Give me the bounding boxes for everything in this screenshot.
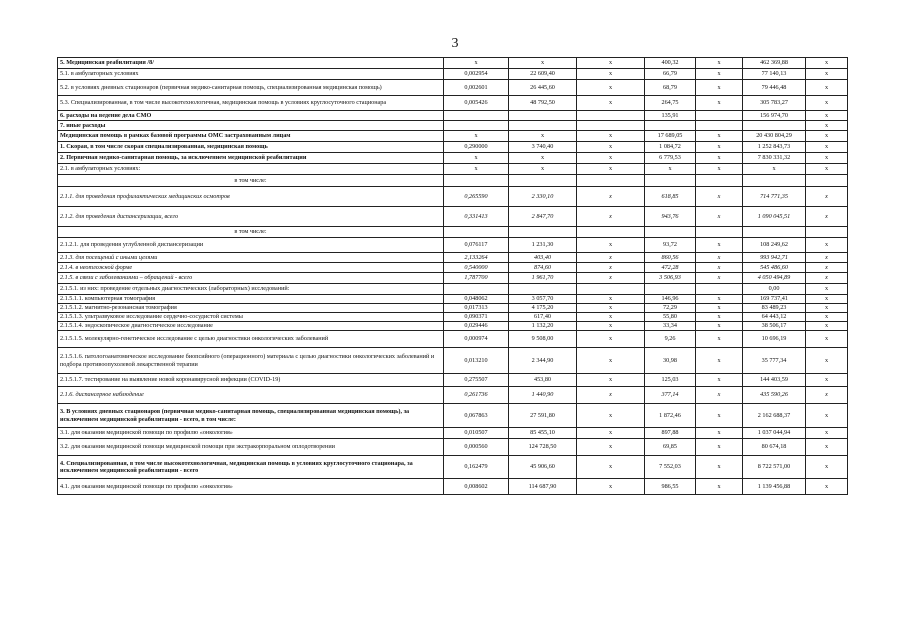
- value-cell: 4 175,20: [509, 304, 577, 313]
- value-cell: x: [806, 80, 848, 96]
- value-cell: x: [509, 164, 577, 175]
- value-cell: 2 344,90: [509, 348, 577, 374]
- value-cell: 8 722 571,00: [743, 456, 806, 479]
- value-cell: x: [696, 253, 743, 263]
- row-label-cell: 6. расходы на ведение дела СМО: [58, 111, 444, 121]
- value-cell: 146,96: [645, 295, 696, 304]
- row-label-cell: 2.1.2. для проведения диспансеризации, всего: [58, 207, 444, 227]
- value-cell: 35 777,34: [743, 348, 806, 374]
- value-cell: x: [806, 273, 848, 284]
- value-cell: x: [806, 331, 848, 348]
- value-cell: x: [696, 69, 743, 80]
- value-cell: x: [806, 131, 848, 142]
- value-cell: x: [577, 313, 645, 322]
- value-cell: 0,000974: [444, 331, 509, 348]
- value-cell: x: [696, 456, 743, 479]
- value-cell: [806, 227, 848, 238]
- value-cell: x: [806, 348, 848, 374]
- value-cell: 874,60: [509, 263, 577, 273]
- value-cell: x: [806, 263, 848, 273]
- value-cell: x: [696, 273, 743, 284]
- value-cell: x: [509, 58, 577, 69]
- value-cell: x: [696, 58, 743, 69]
- value-cell: 77 140,13: [743, 69, 806, 80]
- value-cell: 135,91: [645, 111, 696, 121]
- value-cell: 0,008602: [444, 479, 509, 495]
- value-cell: x: [577, 273, 645, 284]
- value-cell: 93,72: [645, 238, 696, 253]
- value-cell: x: [696, 153, 743, 164]
- value-cell: [577, 284, 645, 295]
- value-cell: 125,03: [645, 374, 696, 387]
- row-label-cell: 2.1.3. для посещений с иными целями: [58, 253, 444, 263]
- value-cell: 10 696,19: [743, 331, 806, 348]
- value-cell: [509, 227, 577, 238]
- table-row: [58, 428, 848, 439]
- value-cell: 3 506,93: [645, 273, 696, 284]
- value-cell: 2 847,70: [509, 207, 577, 227]
- value-cell: x: [696, 374, 743, 387]
- table-row: [58, 227, 848, 238]
- row-label-cell: 3. В условиях дневных стационаров (первичная медико-санитарная помощь, специализированная медицинская помощь), за исключением медицинской реабилитации - всего, в том числе:: [58, 404, 444, 428]
- value-cell: 26 445,60: [509, 80, 577, 96]
- row-label-cell: 5. Медицинская реабилитация /8/: [58, 58, 444, 69]
- row-label-cell: 2. Первичная медико-санитарная помощь, за исключением медицинской реабилитации: [58, 153, 444, 164]
- value-cell: x: [696, 404, 743, 428]
- value-cell: x: [577, 387, 645, 404]
- value-cell: x: [806, 111, 848, 121]
- value-cell: x: [806, 153, 848, 164]
- value-cell: x: [806, 374, 848, 387]
- value-cell: [696, 227, 743, 238]
- value-cell: [645, 227, 696, 238]
- value-cell: 156 974,70: [743, 111, 806, 121]
- table-row: [58, 207, 848, 227]
- row-label-cell: 2.1.5. в связи с заболеваниями – обращений - всего: [58, 273, 444, 284]
- value-cell: [444, 121, 509, 131]
- value-cell: x: [696, 428, 743, 439]
- value-cell: [509, 111, 577, 121]
- value-cell: x: [806, 238, 848, 253]
- value-cell: 1 132,20: [509, 322, 577, 331]
- value-cell: 1 090 045,51: [743, 207, 806, 227]
- value-cell: 0,048062: [444, 295, 509, 304]
- value-cell: 144 403,59: [743, 374, 806, 387]
- row-label-cell: 2.1. в амбулаторных условиях:: [58, 164, 444, 175]
- value-cell: [444, 111, 509, 121]
- value-cell: 64 443,12: [743, 313, 806, 322]
- value-cell: 0,00: [743, 284, 806, 295]
- value-cell: [577, 227, 645, 238]
- value-cell: [645, 121, 696, 131]
- value-cell: [696, 111, 743, 121]
- value-cell: 1 961,70: [509, 273, 577, 284]
- value-cell: x: [696, 313, 743, 322]
- value-cell: 0,540000: [444, 263, 509, 273]
- value-cell: x: [577, 456, 645, 479]
- value-cell: x: [806, 387, 848, 404]
- value-cell: 0,017313: [444, 304, 509, 313]
- value-cell: x: [806, 207, 848, 227]
- value-cell: x: [696, 80, 743, 96]
- value-cell: [577, 175, 645, 187]
- value-cell: 20 430 804,29: [743, 131, 806, 142]
- value-cell: 83 489,23: [743, 304, 806, 313]
- value-cell: x: [806, 187, 848, 207]
- table-row: [58, 284, 848, 295]
- value-cell: x: [806, 428, 848, 439]
- value-cell: 108 249,62: [743, 238, 806, 253]
- row-label-cell: 7. иные расходы: [58, 121, 444, 131]
- value-cell: x: [577, 96, 645, 111]
- row-label-cell: Медицинская помощь в рамках базовой программы ОМС застрахованным лицам: [58, 131, 444, 142]
- value-cell: x: [577, 253, 645, 263]
- value-cell: x: [696, 304, 743, 313]
- value-cell: x: [696, 96, 743, 111]
- value-cell: 22 609,40: [509, 69, 577, 80]
- value-cell: 377,14: [645, 387, 696, 404]
- value-cell: 48 792,50: [509, 96, 577, 111]
- value-cell: 72,29: [645, 304, 696, 313]
- value-cell: x: [577, 322, 645, 331]
- table-row: [58, 387, 848, 404]
- value-cell: x: [577, 295, 645, 304]
- value-cell: 38 506,17: [743, 322, 806, 331]
- table-row: [58, 111, 848, 121]
- table-body: [58, 58, 848, 495]
- table-row: [58, 348, 848, 374]
- table-row: [58, 439, 848, 456]
- table-row: [58, 263, 848, 273]
- value-cell: x: [577, 69, 645, 80]
- value-cell: 986,55: [645, 479, 696, 495]
- value-cell: x: [806, 479, 848, 495]
- value-cell: x: [577, 374, 645, 387]
- value-cell: x: [444, 153, 509, 164]
- value-cell: 169 737,41: [743, 295, 806, 304]
- value-cell: 1 252 843,73: [743, 142, 806, 153]
- value-cell: x: [696, 238, 743, 253]
- value-cell: 9,26: [645, 331, 696, 348]
- value-cell: x: [696, 387, 743, 404]
- row-label-cell: 1. Скорая, в том числе скорая специализированная, медицинская помощь: [58, 142, 444, 153]
- row-label-cell: 2.1.1. для проведения профилактических медицинских осмотров: [58, 187, 444, 207]
- row-label-cell: 5.1. в амбулаторных условиях: [58, 69, 444, 80]
- cost-table: [57, 57, 847, 495]
- value-cell: 403,40: [509, 253, 577, 263]
- value-cell: 9 508,00: [509, 331, 577, 348]
- row-label-cell: 2.1.5.1.7. тестирование на выявление новой коронавирусной инфекции (COVID-19): [58, 374, 444, 387]
- value-cell: x: [577, 80, 645, 96]
- value-cell: 0,331413: [444, 207, 509, 227]
- value-cell: 33,34: [645, 322, 696, 331]
- row-label-cell: 2.1.5.1.5. молекулярно-генетическое исследование с целью диагностики онкологических заболеваний: [58, 331, 444, 348]
- table-row: [58, 238, 848, 253]
- value-cell: 2 330,10: [509, 187, 577, 207]
- value-cell: 1 037 044,94: [743, 428, 806, 439]
- value-cell: 618,85: [645, 187, 696, 207]
- table-row: [58, 69, 848, 80]
- table-row: [58, 374, 848, 387]
- value-cell: x: [577, 142, 645, 153]
- value-cell: 3 740,40: [509, 142, 577, 153]
- value-cell: [444, 175, 509, 187]
- row-label-cell: 2.1.5.1.4. эндоскопическое диагностическое исследование: [58, 322, 444, 331]
- row-label-cell: 3.2. для оказания медицинской помощи медицинской помощи при экстракорпоральном оплодотворении: [58, 439, 444, 456]
- value-cell: 3 057,70: [509, 295, 577, 304]
- row-label-cell: в том числе:: [58, 175, 444, 187]
- value-cell: 6 779,53: [645, 153, 696, 164]
- value-cell: 124 728,50: [509, 439, 577, 456]
- value-cell: [743, 227, 806, 238]
- value-cell: x: [806, 164, 848, 175]
- value-cell: 714 771,35: [743, 187, 806, 207]
- value-cell: [577, 111, 645, 121]
- value-cell: [743, 175, 806, 187]
- value-cell: x: [806, 58, 848, 69]
- value-cell: 0,067863: [444, 404, 509, 428]
- value-cell: 545 486,60: [743, 263, 806, 273]
- value-cell: x: [577, 131, 645, 142]
- value-cell: [645, 284, 696, 295]
- value-cell: [696, 284, 743, 295]
- value-cell: x: [577, 348, 645, 374]
- table-row: [58, 58, 848, 69]
- value-cell: 114 687,90: [509, 479, 577, 495]
- row-label-cell: 2.1.5.1.3. ультразвуковое исследование сердечно-сосудистой системы: [58, 313, 444, 322]
- value-cell: 305 783,27: [743, 96, 806, 111]
- value-cell: x: [806, 304, 848, 313]
- value-cell: x: [509, 131, 577, 142]
- value-cell: 0,290000: [444, 142, 509, 153]
- table-row: [58, 479, 848, 495]
- value-cell: [696, 175, 743, 187]
- value-cell: 0,002954: [444, 69, 509, 80]
- value-cell: x: [645, 164, 696, 175]
- value-cell: x: [509, 153, 577, 164]
- value-cell: 617,40: [509, 313, 577, 322]
- value-cell: x: [577, 404, 645, 428]
- value-cell: 0,010507: [444, 428, 509, 439]
- value-cell: [509, 175, 577, 187]
- value-cell: x: [577, 479, 645, 495]
- value-cell: [444, 227, 509, 238]
- value-cell: x: [806, 69, 848, 80]
- value-cell: x: [806, 313, 848, 322]
- value-cell: 68,79: [645, 80, 696, 96]
- value-cell: [645, 175, 696, 187]
- row-label-cell: 2.1.5.1.2. магнитно-резонансная томография: [58, 304, 444, 313]
- value-cell: x: [577, 153, 645, 164]
- value-cell: 69,85: [645, 439, 696, 456]
- value-cell: 30,98: [645, 348, 696, 374]
- value-cell: 7 830 331,32: [743, 153, 806, 164]
- value-cell: x: [806, 253, 848, 263]
- value-cell: 1,787700: [444, 273, 509, 284]
- value-cell: x: [577, 331, 645, 348]
- value-cell: x: [696, 331, 743, 348]
- value-cell: 0,013210: [444, 348, 509, 374]
- value-cell: 0,005426: [444, 96, 509, 111]
- table-row: [58, 121, 848, 131]
- value-cell: 7 552,03: [645, 456, 696, 479]
- value-cell: 0,261736: [444, 387, 509, 404]
- value-cell: 264,75: [645, 96, 696, 111]
- table-row: [58, 273, 848, 284]
- value-cell: x: [577, 58, 645, 69]
- value-cell: x: [806, 322, 848, 331]
- value-cell: 27 591,80: [509, 404, 577, 428]
- value-cell: 80 674,18: [743, 439, 806, 456]
- value-cell: [444, 284, 509, 295]
- value-cell: x: [806, 456, 848, 479]
- row-label-cell: 4. Специализированная, в том числе высокотехнологичная, медицинская помощь в условиях круглосуточного стационара, за исключением медицинской реабилитации - всего: [58, 456, 444, 479]
- row-label-cell: 3.1. для оказания медицинской помощи по профилю «онкология»: [58, 428, 444, 439]
- value-cell: [577, 121, 645, 131]
- page-number: 3: [451, 36, 459, 51]
- value-cell: 993 942,71: [743, 253, 806, 263]
- value-cell: [509, 121, 577, 131]
- table-row: [58, 304, 848, 313]
- value-cell: x: [577, 164, 645, 175]
- value-cell: x: [696, 142, 743, 153]
- value-cell: 1 231,30: [509, 238, 577, 253]
- value-cell: x: [806, 121, 848, 131]
- table-row: [58, 456, 848, 479]
- row-label-cell: в том числе:: [58, 227, 444, 238]
- value-cell: x: [696, 439, 743, 456]
- table-row: [58, 175, 848, 187]
- value-cell: 1 872,46: [645, 404, 696, 428]
- value-cell: 2,133264: [444, 253, 509, 263]
- value-cell: 85 455,10: [509, 428, 577, 439]
- value-cell: 55,80: [645, 313, 696, 322]
- value-cell: x: [806, 96, 848, 111]
- value-cell: x: [806, 142, 848, 153]
- value-cell: 0,162479: [444, 456, 509, 479]
- value-cell: 897,88: [645, 428, 696, 439]
- value-cell: x: [577, 238, 645, 253]
- value-cell: x: [696, 187, 743, 207]
- value-cell: x: [577, 304, 645, 313]
- table-row: [58, 164, 848, 175]
- value-cell: [509, 284, 577, 295]
- value-cell: 4 050 494,89: [743, 273, 806, 284]
- value-cell: 0,029446: [444, 322, 509, 331]
- table-row: [58, 295, 848, 304]
- table-row: [58, 331, 848, 348]
- table-row: [58, 253, 848, 263]
- value-cell: 17 689,05: [645, 131, 696, 142]
- value-cell: x: [444, 131, 509, 142]
- row-label-cell: 2.1.6. диспансерное наблюдение: [58, 387, 444, 404]
- table-row: [58, 80, 848, 96]
- value-cell: 1 084,72: [645, 142, 696, 153]
- table-row: [58, 131, 848, 142]
- value-cell: x: [696, 322, 743, 331]
- value-cell: x: [696, 348, 743, 374]
- value-cell: x: [696, 131, 743, 142]
- value-cell: x: [696, 479, 743, 495]
- value-cell: x: [806, 295, 848, 304]
- row-label-cell: 2.1.5.1.6. патологоанатомическое исследование биопсийного (операционного) материала с целью диагностики онкологических заболеваний и подбора противоопухолевой лекарственной терапии: [58, 348, 444, 374]
- row-label-cell: 2.1.4. в неотложной форме: [58, 263, 444, 273]
- value-cell: 435 590,26: [743, 387, 806, 404]
- value-cell: 0,275507: [444, 374, 509, 387]
- table-row: [58, 142, 848, 153]
- value-cell: x: [806, 284, 848, 295]
- row-label-cell: 2.1.2.1. для проведения углубленной диспансеризации: [58, 238, 444, 253]
- value-cell: [743, 121, 806, 131]
- row-label-cell: 5.3. Специализированная, в том числе высокотехнологичная, медицинская помощь в условиях круглосуточного стационара: [58, 96, 444, 111]
- value-cell: x: [577, 428, 645, 439]
- value-cell: 0,090371: [444, 313, 509, 322]
- table-row: [58, 404, 848, 428]
- value-cell: 66,79: [645, 69, 696, 80]
- value-cell: 79 446,48: [743, 80, 806, 96]
- row-label-cell: 4.1. для оказания медицинской помощи по профилю «онкология»: [58, 479, 444, 495]
- table-row: [58, 153, 848, 164]
- row-label-cell: 2.1.5.1. из них: проведение отдельных диагностических (лабораторных) исследований:: [58, 284, 444, 295]
- value-cell: 462 369,88: [743, 58, 806, 69]
- value-cell: 45 906,60: [509, 456, 577, 479]
- value-cell: x: [743, 164, 806, 175]
- value-cell: x: [444, 164, 509, 175]
- value-cell: [806, 175, 848, 187]
- value-cell: 943,76: [645, 207, 696, 227]
- value-cell: x: [806, 404, 848, 428]
- row-label-cell: 2.1.5.1.1. компьютерная томография: [58, 295, 444, 304]
- table-row: [58, 322, 848, 331]
- table-row: [58, 187, 848, 207]
- value-cell: 1 139 456,88: [743, 479, 806, 495]
- value-cell: x: [696, 164, 743, 175]
- value-cell: 400,32: [645, 58, 696, 69]
- value-cell: x: [696, 207, 743, 227]
- value-cell: 0,076117: [444, 238, 509, 253]
- value-cell: 0,002601: [444, 80, 509, 96]
- value-cell: x: [577, 439, 645, 456]
- value-cell: 1 440,90: [509, 387, 577, 404]
- value-cell: 453,80: [509, 374, 577, 387]
- value-cell: x: [577, 263, 645, 273]
- value-cell: x: [577, 187, 645, 207]
- value-cell: x: [577, 207, 645, 227]
- value-cell: x: [806, 439, 848, 456]
- value-cell: 0,000560: [444, 439, 509, 456]
- value-cell: 0,265590: [444, 187, 509, 207]
- value-cell: 860,56: [645, 253, 696, 263]
- table-row: [58, 96, 848, 111]
- value-cell: x: [444, 58, 509, 69]
- value-cell: 2 162 688,37: [743, 404, 806, 428]
- row-label-cell: 5.2. в условиях дневных стационаров (первичная медико-санитарная помощь, специализированная медицинская помощь): [58, 80, 444, 96]
- table-row: [58, 313, 848, 322]
- value-cell: x: [696, 295, 743, 304]
- value-cell: x: [696, 263, 743, 273]
- value-cell: [696, 121, 743, 131]
- value-cell: 472,28: [645, 263, 696, 273]
